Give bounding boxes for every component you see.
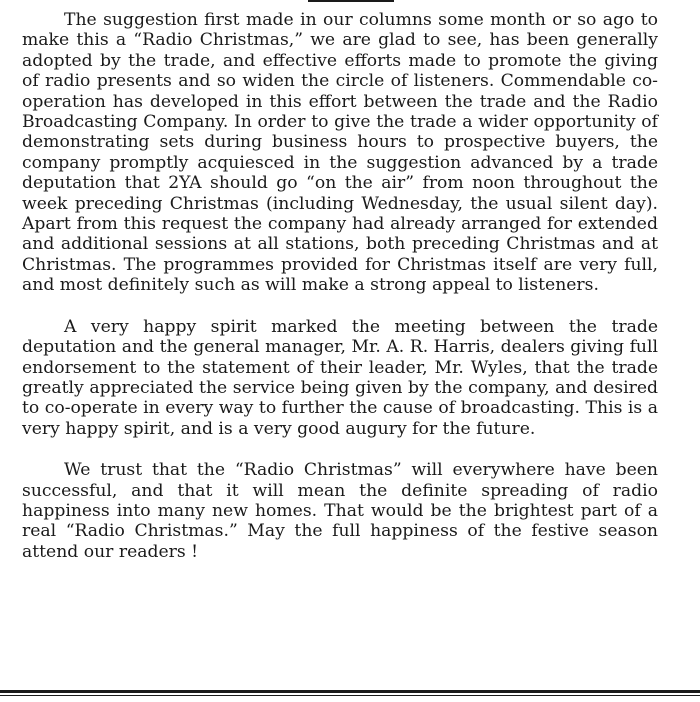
top-divider bbox=[308, 0, 394, 2]
article-paragraph-1: The suggestion first made in our columns some month or so ago to make this a “Radio Christmas,” we are glad to see, has been generally adopted by the trade, and effective efforts made to promote the giving of radio presents and so widen the circle of listeners. Commendable co-operation has developed in this effort between the trade and the Radio Broadcasting Company. In order to give the trade a wider opportunity of demonstrating sets during business hours to prospective buyers, the company promptly acquiesced in the suggestion advanced by a trade deputation that 2YA should go “on the air” from noon throughout the week preceding Christmas (including Wednesday, the usual silent day). Apart from this request the company had already arranged for extended and additional sessions at all stations, both preceding Christmas and at Christmas. The programmes provided for Christmas itself are very full, and most definitely such as will make a strong appeal to listeners. bbox=[22, 10, 658, 296]
article-paragraph-2: A very happy spirit marked the meeting between the trade deputation and the general manager, Mr. A. R. Harris, dealers giving full endorsement to the statement of their leader, Mr. Wyles, that the trade greatly appreciated the service being given by the company, and desired to co-operate in every way to further the cause of broadcasting. This is a very happy spirit, and is a very good augury for the future. bbox=[22, 316, 658, 439]
bottom-divider-thin bbox=[0, 695, 700, 696]
article-paragraph-3: We trust that the “Radio Christmas” will everywhere have been successful, and that it will mean the definite spreading of radio happiness into many new homes. That would be the brightest part of a real “Radio Christmas.” May the full happiness of the festive season attend our readers ! bbox=[22, 460, 658, 562]
bottom-divider bbox=[0, 690, 700, 693]
editorial-article bbox=[22, 10, 658, 562]
